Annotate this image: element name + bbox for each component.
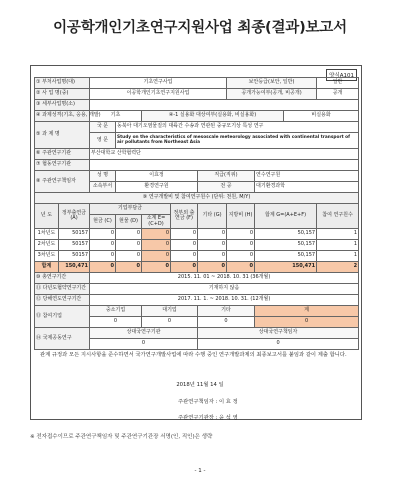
cell-kind: 0 bbox=[116, 240, 142, 251]
value-ministry-program: 기초연구사업 bbox=[90, 78, 227, 89]
cell-local: 0 bbox=[227, 262, 255, 273]
col-corp: 기업부담금 bbox=[90, 204, 171, 215]
col-etc: 기타 (G) bbox=[198, 204, 227, 229]
col-cash: 현금 (C) bbox=[90, 215, 116, 229]
h-major: 전 공 bbox=[198, 182, 255, 193]
h-etc: 기타 bbox=[198, 306, 255, 317]
submit-date: 2018년 11월 14 일 bbox=[176, 382, 224, 388]
value-name: 이효정 bbox=[116, 171, 198, 182]
tag-korean: 국 문 bbox=[90, 122, 116, 133]
label-coop-institution: ⑦ 협동연구기관 bbox=[35, 160, 90, 171]
value-sme: 0 bbox=[90, 317, 142, 328]
cell-people: 1 bbox=[317, 229, 359, 240]
value-nation: 0 bbox=[90, 339, 198, 350]
cell-sum: 0 bbox=[142, 262, 171, 273]
value-lead-institution: 부산대학교 산학협력단 bbox=[90, 149, 359, 160]
cell-etc: 0 bbox=[198, 251, 227, 262]
col-sum: 소계 E=(C+D) bbox=[142, 215, 171, 229]
label-task-type: ④ 과제성격(기초, 응용, 개발) bbox=[35, 111, 90, 122]
cell-cash: 0 bbox=[90, 240, 116, 251]
cell-year: 2차년도 bbox=[35, 240, 59, 251]
cell-gov: 150,471 bbox=[59, 262, 90, 273]
cell-people: 1 bbox=[317, 240, 359, 251]
cell-kind: 0 bbox=[116, 262, 142, 273]
label-lead-institution: ⑥ 주관연구기관 bbox=[35, 149, 90, 160]
cell-year: 3차년도 bbox=[35, 251, 59, 262]
h-sum: 계 bbox=[255, 306, 359, 317]
cell-cash: 0 bbox=[90, 262, 116, 273]
footnote: ※ 전자접수이므로 주관연구책임자 및 주관연구기관장 서명(인, 직인)은 생략 bbox=[30, 434, 213, 440]
table-row-total bbox=[35, 262, 359, 273]
cell-cash: 0 bbox=[90, 251, 116, 262]
h-position: 직급(직위) bbox=[198, 171, 255, 182]
value-coop-institution bbox=[90, 160, 359, 171]
cell-total: 50,157 bbox=[255, 240, 317, 251]
row-multi-year bbox=[35, 284, 359, 295]
label-program: ② 사 업 명(중) bbox=[35, 89, 90, 100]
h-rep: 상대국연구책임자 bbox=[198, 328, 359, 339]
row-budget-header bbox=[35, 193, 359, 204]
signature-head: 주관연구기관장 : 윤 석 영 bbox=[178, 415, 238, 421]
label-participant: ⑬ 참여기업 bbox=[35, 306, 90, 328]
value-subprogram bbox=[90, 100, 359, 111]
cell-total: 50,157 bbox=[255, 251, 317, 262]
table-row bbox=[35, 240, 359, 251]
table-row bbox=[35, 251, 359, 262]
h-nation: 상대국연구기관 bbox=[90, 328, 198, 339]
cell-other: 0 bbox=[171, 240, 198, 251]
report-form bbox=[30, 65, 362, 420]
pledge-text: 관계 규정과 모든 지시사항을 준수하면서 국가연구개발사업에 따라 수행 중인 연구개발과제의 최종보고서를 붙임과 같이 제출 합니다. bbox=[40, 352, 347, 358]
table-row bbox=[35, 229, 359, 240]
row-subprogram bbox=[35, 100, 359, 111]
row-total-period bbox=[35, 273, 359, 284]
cell-local: 0 bbox=[227, 229, 255, 240]
label-intl: ⑭ 국제공동연구 bbox=[35, 328, 90, 350]
cell-cash: 0 bbox=[90, 229, 116, 240]
label-subprogram: ③ 세부사업명(소) bbox=[35, 100, 90, 111]
label-ministry-program: ① 부처사업명(대) bbox=[35, 78, 90, 89]
budget-header: ⑨ 연구개발비 및 참여연구원수 (단위: 천원, M/Y) bbox=[35, 193, 359, 204]
cell-year: 1차년도 bbox=[35, 229, 59, 240]
row-coop-institution bbox=[35, 160, 359, 171]
label-multi-year: ⑪ 다년도협약연구기간 bbox=[35, 284, 90, 295]
row-intl-1 bbox=[35, 328, 359, 339]
col-year: 년 도 bbox=[35, 204, 59, 229]
row-pi-1 bbox=[35, 171, 359, 182]
label-task-title: ⑤ 과 제 명 bbox=[35, 122, 90, 149]
cell-gov: 50157 bbox=[59, 229, 90, 240]
cell-other: 0 bbox=[171, 229, 198, 240]
label-disclosure: 공개가능여부(공개, 비공개) bbox=[227, 89, 317, 100]
tag-english: 영 문 bbox=[90, 133, 116, 149]
label-total-period: ⑩ 총연구기간 bbox=[35, 273, 90, 284]
value-position: 연수연구원 bbox=[255, 171, 359, 182]
value-disclosure: 공개 bbox=[317, 89, 359, 100]
value-dept: 환경연구원 bbox=[116, 182, 198, 193]
h-name: 성 명 bbox=[90, 171, 116, 182]
value-program: 이공학개인기초연구지원사업 bbox=[90, 89, 227, 100]
value-rep: 0 bbox=[198, 339, 359, 350]
value-current-year: 2017. 11. 1. ~ 2018. 10. 31. (12개월) bbox=[90, 295, 359, 306]
h-large: 대기업 bbox=[142, 306, 198, 317]
report-title: 이공학개인기초연구지원사업 최종(결과)보고서 bbox=[53, 20, 347, 36]
cell-people: 2 bbox=[317, 262, 359, 273]
form-number: 양식A101 bbox=[326, 69, 357, 81]
row-task-title-ko bbox=[35, 122, 359, 133]
value-task-type: 기초 bbox=[90, 111, 142, 122]
row-current-year bbox=[35, 295, 359, 306]
h-sme: 중소기업 bbox=[90, 306, 142, 317]
label-security: 보안등급(보안, 일반) bbox=[227, 78, 317, 89]
value-total-period: 2015. 11. 01 ~ 2018. 10. 31 (36개월) bbox=[90, 273, 359, 284]
col-people: 참여 연구원수 bbox=[317, 204, 359, 229]
cell-local: 0 bbox=[227, 240, 255, 251]
value-large: 0 bbox=[142, 317, 198, 328]
col-other: 정부외 출연금 (F) bbox=[171, 204, 198, 229]
cell-etc: 0 bbox=[198, 229, 227, 240]
cell-sum: 0 bbox=[142, 240, 171, 251]
row-ministry-program bbox=[35, 78, 359, 89]
cell-local: 0 bbox=[227, 251, 255, 262]
row-budget-colhead-1 bbox=[35, 204, 359, 215]
value-title-english: Study on the characteristics of mesoscale meteorology associated with continental transport of air pollutants from Northeast Asia bbox=[116, 133, 359, 149]
cell-other: 0 bbox=[171, 262, 198, 273]
row-lead-institution bbox=[35, 149, 359, 160]
cell-total: 150,471 bbox=[255, 262, 317, 273]
value-etc: 0 bbox=[198, 317, 255, 328]
label-pi: ⑧ 주관연구책임자 bbox=[35, 171, 90, 193]
col-local: 지방비 (H) bbox=[227, 204, 255, 229]
cell-sum: 0 bbox=[142, 229, 171, 240]
cell-gov: 50157 bbox=[59, 240, 90, 251]
cell-kind: 0 bbox=[116, 251, 142, 262]
value-major: 대기환경과학 bbox=[255, 182, 359, 193]
col-gov: 정부출연금 (A) bbox=[59, 204, 90, 229]
page-number: - 1 - bbox=[194, 468, 206, 474]
cell-etc: 0 bbox=[198, 240, 227, 251]
cell-year: 합계 bbox=[35, 262, 59, 273]
cell-other: 0 bbox=[171, 251, 198, 262]
h-dept: 소속부서 bbox=[90, 182, 116, 193]
value-security: 일반 bbox=[317, 78, 359, 89]
row-participant-1 bbox=[35, 306, 359, 317]
value-practical: 비실용화 bbox=[284, 111, 359, 122]
value-multi-year: 기재하지 않음 bbox=[90, 284, 359, 295]
info-table bbox=[34, 77, 359, 350]
row-program bbox=[35, 89, 359, 100]
signature-pi: 주관연구책임자 : 이 효 정 bbox=[178, 399, 238, 405]
col-kind: 현물 (D) bbox=[116, 215, 142, 229]
label-practical: ④-1 실용화 대상여부(실용화, 비실용화) bbox=[142, 111, 284, 122]
cell-gov: 50157 bbox=[59, 251, 90, 262]
cell-sum: 0 bbox=[142, 251, 171, 262]
col-total: 합계 G=(A+E+F) bbox=[255, 204, 317, 229]
value-sum: 0 bbox=[255, 317, 359, 328]
row-task-type bbox=[35, 111, 359, 122]
label-current-year: ⑫ 당해연도연구기간 bbox=[35, 295, 90, 306]
cell-kind: 0 bbox=[116, 229, 142, 240]
cell-total: 50,157 bbox=[255, 229, 317, 240]
cell-etc: 0 bbox=[198, 262, 227, 273]
value-title-korean: 동북아 대기오염물질의 대륙간 수송과 연관된 중규모기상 특성 연구 bbox=[116, 122, 359, 133]
cell-people: 1 bbox=[317, 251, 359, 262]
